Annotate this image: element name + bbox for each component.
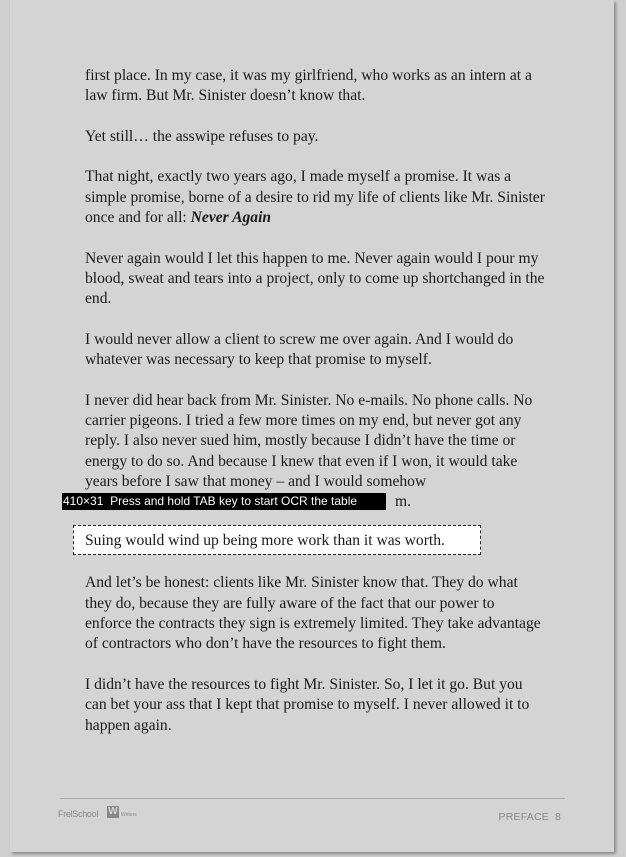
- page-footer-label: [499, 811, 561, 823]
- paragraph-text: That night, exactly two years ago, I made myself a promise. It was a simple promise, borne of a desire to rid my life of clients like Mr. Sinister once and for all:: [85, 168, 545, 227]
- freelance-school-logo: FrelSchool: [58, 809, 99, 819]
- writers-logo-text: Writers: [121, 812, 137, 818]
- paragraph: And let’s be honest: clients like Mr. Sinister know that. They do what they do, because they are fully aware of the fact that our power to enforce the contracts they sign is extremely limited. They take advantage of contractors who don’t have the resources to fight them.: [85, 574, 541, 653]
- paragraph: Never again would I let this happen to me. Never again would I pour my blood, sweat and tears into a project, only to come up shortchanged in the end.: [85, 249, 545, 308]
- ocr-hint-text: Press and hold TAB key to start OCR the table: [110, 494, 358, 508]
- emphasis-text: Never Again: [190, 209, 272, 227]
- w-logo-icon: W: [108, 806, 118, 817]
- page-number: 8: [554, 811, 561, 823]
- paragraph: I would never allow a client to screw me over again. And I would do whatever was necessary to keep that promise to myself.: [85, 330, 514, 369]
- paragraph-text: I never did hear back from Mr. Sinister. No e-mails. No phone calls. No carrier pigeons. I tried a few more times on my end, but never got any reply. I also never sued him, mostly because I didn’t have the time or energy to do so. And because I knew that even if I won, it would take years before I saw that money – and I would somehow: [85, 391, 533, 490]
- writers-logo: [107, 806, 137, 818]
- selected-text: Suing would wind up being more work than it was worth.: [85, 532, 445, 549]
- selection-size: 410×31: [63, 494, 104, 508]
- paragraph-tail: m.: [395, 493, 412, 511]
- ocr-hint-bar: [62, 493, 386, 510]
- paragraph: [85, 167, 545, 228]
- paragraph: I didn’t have the resources to fight Mr. Sinister. So, I let it go. But you can bet your ass that I kept that promise to myself. I never allowed it to happen again.: [85, 675, 530, 734]
- paragraph: Yet still… the asswipe refuses to pay.: [85, 127, 319, 145]
- footer-divider: [60, 798, 565, 799]
- section-name: PREFACE: [498, 811, 549, 823]
- ocr-selection-box[interactable]: [73, 525, 481, 555]
- paragraph: first place. In my case, it was my girlfriend, who works as an intern at a law firm. But Mr. Sinister doesn’t know that.: [85, 67, 532, 105]
- page-body: [85, 66, 545, 756]
- document-page: [10, 0, 614, 852]
